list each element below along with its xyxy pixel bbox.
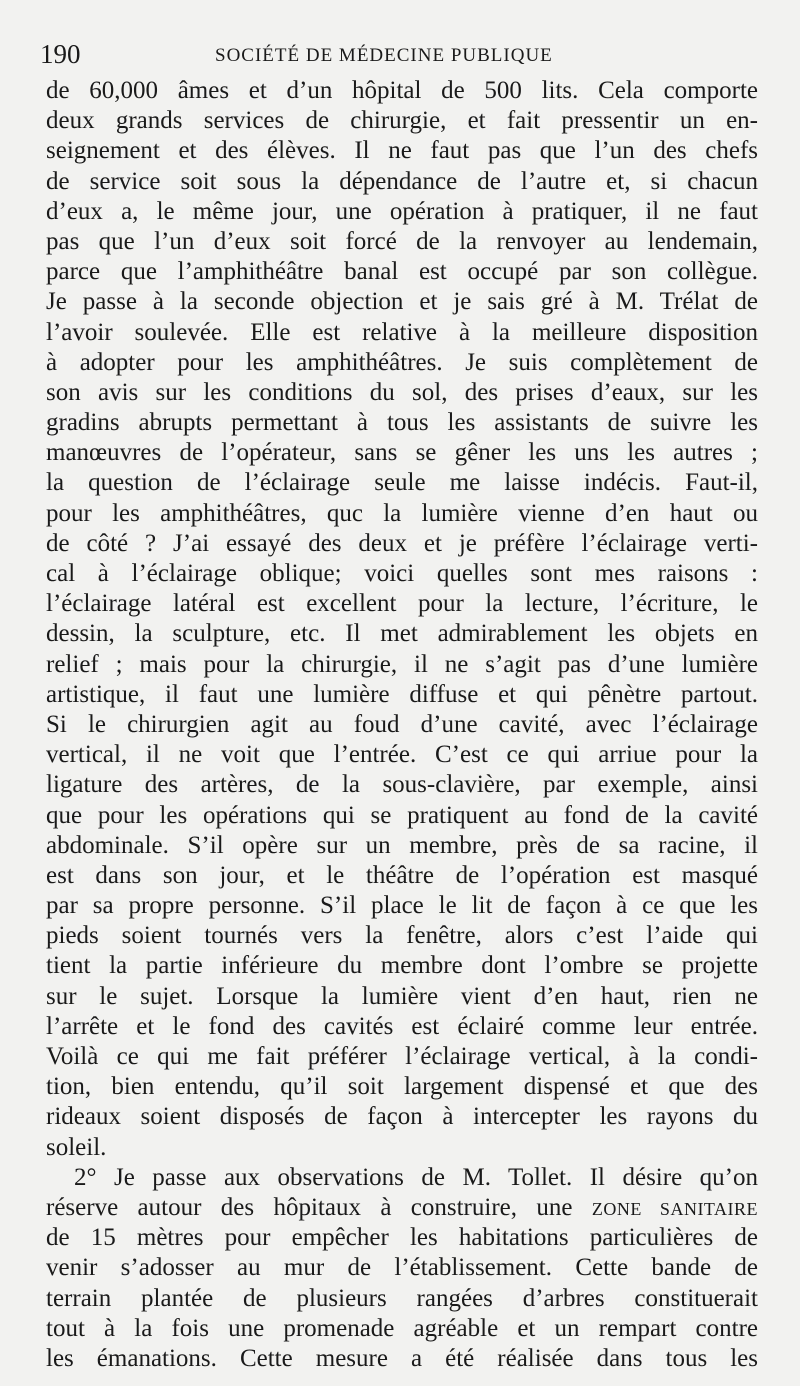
text-line: pieds soient tournés vers la fenêtre, alors c’est l’aide qui (46, 922, 758, 950)
text-line: parce que l’amphithéâtre banal est occupé par son collègue. (46, 258, 758, 286)
text-line: de 60,000 âmes et d’un hôpital de 500 lits. Cela comporte (46, 77, 758, 104)
text-line: deux grands services de chirurgie, et fait pressentir un en- (46, 107, 758, 135)
text-line: Je passe à la seconde objection et je sais gré à M. Trélat de (46, 288, 758, 316)
text-line: gradins abrupts permettant à tous les assistants de suivre les (46, 409, 758, 437)
text-line: 2° Je passe aux observations de M. Tollet. Il désire qu’on (74, 1163, 758, 1191)
running-title: SOCIÉTÉ DE MÉDECINE PUBLIQUE (215, 45, 553, 66)
page-number: 190 (40, 39, 81, 69)
text-line: son avis sur les conditions du sol, des prises d’eaux, sur les (46, 378, 758, 406)
text-line: cal à l’éclairage oblique; voici quelles sont mes raisons : (46, 560, 758, 587)
text-line: l’éclairage latéral est excellent pour la lecture, l’écriture, le (46, 590, 758, 618)
text-line: tient la partie inférieure du membre dont l’ombre se projette (46, 952, 758, 980)
running-header (40, 38, 760, 78)
text-line: l’avoir soulevée. Elle est relative à la meilleure disposition (46, 318, 758, 346)
text-line: par sa propre personne. S’il place le lit de façon à ce que les (46, 892, 758, 920)
text-line: dessin, la sculpture, etc. Il met admirablement les objets en (46, 620, 758, 648)
text-line: relief ; mais pour la chirurgie, il ne s’agit pas d’une lumière (46, 650, 758, 678)
text-line: vertical, il ne voit que l’entrée. C’est ce qui arriue pour la (46, 741, 758, 769)
text-line: soleil. (46, 1133, 107, 1161)
text-line: sur le sujet. Lorsque la lumière vient d’en haut, rien ne (46, 982, 758, 1010)
text-line: tout à la fois une promenade agréable et un rempart contre (46, 1314, 758, 1342)
text-line: de 15 mètres pour empêcher les habitations particulières de (46, 1224, 758, 1252)
text-line: Voilà ce qui me fait préférer l’éclairage vertical, à la condi- (46, 1043, 758, 1070)
text-line: l’arrête et le fond des cavités est éclairé comme leur entrée. (46, 1012, 758, 1040)
text-line: que pour les opérations qui se pratiquent au fond de la cavité (46, 801, 758, 829)
text-line: terrain plantée de plusieurs rangées d’arbres constituerait (46, 1284, 758, 1312)
text-line: de service soit sous la dépendance de l’autre et, si chacun (46, 167, 758, 195)
text-line: artistique, il faut une lumière diffuse et qui pênètre partout. (46, 680, 758, 708)
zone-sanitaire-smallcaps: ZONE SANITAIRE (591, 1198, 758, 1219)
text-line: de côté ? J’ai essayé des deux et je préfère l’éclairage verti- (46, 529, 758, 557)
text-line: venir s’adosser au mur de l’établissement. Cette bande de (46, 1254, 758, 1282)
text-line: à adopter pour les amphithéâtres. Je suis complètement de (46, 348, 758, 376)
text-line: manœuvres de l’opérateur, sans se gêner les uns les autres ; (46, 439, 758, 467)
text-line: tion, bien entendu, qu’il soit largement dispensé et que des (46, 1073, 758, 1101)
text-line: seignement et des élèves. Il ne faut pas que l’un des chefs (46, 137, 758, 165)
text-line: pas que l’un d’eux soit forcé de la renvoyer au lendemain, (46, 227, 758, 255)
text-line: est dans son jour, et le théâtre de l’opération est masqué (46, 861, 758, 889)
text-line: rideaux soient disposés de façon à intercepter les rayons du (46, 1103, 758, 1131)
body-text (46, 76, 758, 1374)
text-line: ligature des artères, de la sous-clavière, par exemple, ainsi (46, 771, 758, 799)
text-line: Si le chirurgien agit au foud d’une cavité, avec l’éclairage (46, 710, 758, 738)
text-line: la question de l’éclairage seule me laisse indécis. Faut-il, (46, 469, 758, 497)
text-line: pour les amphithéâtres, quc la lumière vienne d’en haut ou (46, 499, 758, 527)
text-line: d’eux a, le même jour, une opération à pratiquer, il ne faut (46, 197, 758, 225)
text-span: réserve autour des hôpitaux à construire, une (46, 1193, 592, 1221)
text-line: abdominale. S’il opère sur un membre, près de sa racine, il (46, 831, 758, 859)
text-line (46, 1193, 758, 1223)
text-line: les émanations. Cette mesure a été réalisée dans tous les (46, 1344, 758, 1372)
